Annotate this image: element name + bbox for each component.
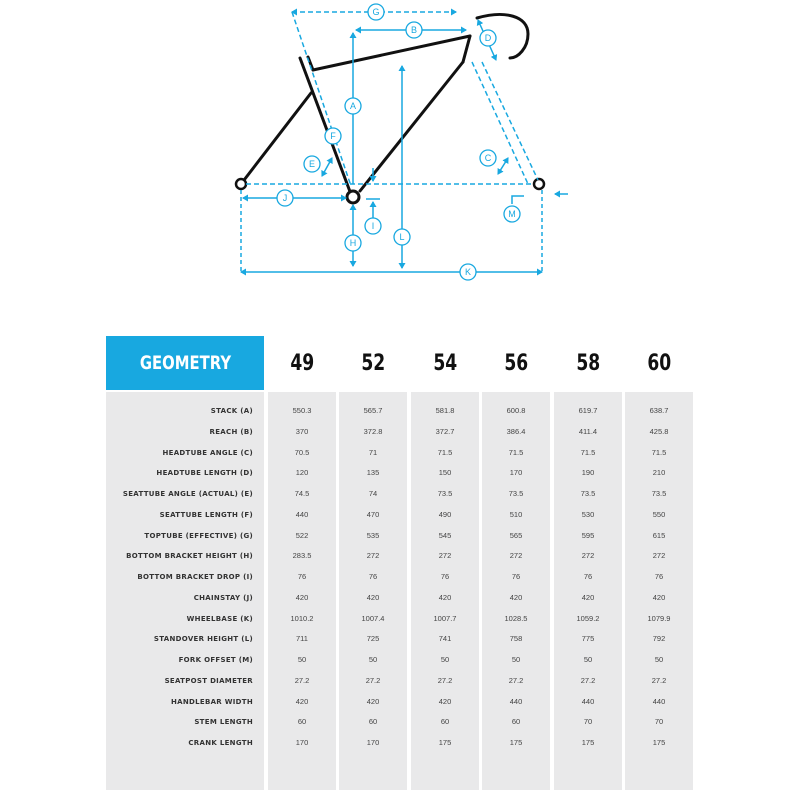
table-cell: 272	[509, 551, 523, 561]
table-cell: 27.2	[651, 675, 667, 685]
table-cell: 522	[295, 530, 309, 540]
table-cell: 73.5	[580, 489, 596, 498]
size-column	[268, 392, 336, 790]
table-cell: 73.5	[508, 489, 524, 498]
table-cell: 530	[581, 509, 595, 519]
label-f	[325, 128, 341, 144]
table-cell: 420	[652, 592, 666, 602]
table-cell: 175	[581, 738, 595, 747]
table-cell: 60	[511, 717, 521, 727]
table-cell: 386.4	[506, 426, 526, 436]
size-header	[625, 336, 693, 390]
row-label: WHEELBASE (K)	[186, 614, 253, 623]
row-label: SEATPOST DIAMETER	[164, 676, 253, 685]
size-header-label: 54	[433, 350, 457, 376]
label-j	[277, 190, 293, 206]
size-header	[339, 336, 407, 390]
bottom-bracket	[347, 191, 359, 203]
table-cell: 50	[368, 655, 378, 664]
table-cell: 1007.4	[361, 613, 385, 623]
size-header-label: 60	[647, 350, 671, 376]
size-header-label: 49	[290, 350, 314, 376]
table-cell: 741	[438, 634, 452, 644]
size-column	[482, 392, 550, 790]
table-cell: 775	[581, 634, 595, 644]
table-cell: 420	[438, 696, 452, 706]
table-cell: 70	[583, 717, 593, 727]
size-header	[268, 336, 336, 390]
size-header	[482, 336, 550, 390]
table-cell: 711	[296, 634, 308, 644]
table-cell: 565	[509, 530, 523, 540]
row-label: HANDLEBAR WIDTH	[170, 697, 253, 706]
table-cell: 565.7	[363, 406, 383, 415]
table-cell: 595	[581, 530, 595, 540]
row-label: STEM LENGTH	[194, 718, 253, 727]
table-cell: 71.5	[508, 447, 524, 457]
svg-text:I: I	[371, 221, 375, 231]
table-cell: 60	[297, 717, 307, 727]
size-header-label: 52	[361, 350, 385, 376]
table-cell: 272	[438, 551, 452, 561]
table-cell: 71.5	[437, 447, 453, 457]
geometry-title-text: GEOMETRY	[139, 352, 231, 374]
table-cell: 50	[297, 655, 307, 664]
table-cell: 1010.2	[290, 613, 314, 623]
svg-text:H: H	[349, 238, 357, 248]
label-c	[480, 150, 496, 166]
table-cell: 440	[295, 509, 309, 519]
table-cell: 272	[366, 551, 380, 561]
front-axle	[534, 179, 544, 189]
table-cell: 70.5	[294, 447, 310, 457]
table-cell: 27.2	[365, 675, 381, 685]
table-cell: 792	[652, 634, 666, 644]
svg-text:A: A	[349, 101, 357, 111]
table-cell: 170	[509, 468, 523, 478]
svg-text:K: K	[464, 267, 472, 277]
table-cell: 440	[581, 696, 595, 706]
svg-text:F: F	[330, 131, 336, 141]
table-cell: 50	[440, 655, 450, 664]
svg-text:G: G	[372, 7, 380, 17]
table-cell: 71.5	[651, 447, 667, 457]
size-header-label: 56	[504, 350, 528, 376]
table-cell: 440	[509, 696, 523, 706]
svg-text:M: M	[508, 209, 516, 219]
label-b	[406, 22, 422, 38]
row-label: STANDOVER HEIGHT (L)	[153, 635, 253, 644]
table-cell: 440	[652, 696, 666, 706]
table-cell: 76	[511, 572, 521, 581]
table-cell: 550	[652, 509, 666, 519]
table-cell: 420	[366, 696, 380, 706]
label-l	[394, 229, 410, 245]
table-cell: 420	[581, 592, 595, 602]
svg-text:L: L	[399, 232, 405, 242]
row-label: TOPTUBE (EFFECTIVE) (G)	[144, 531, 253, 540]
table-cell: 420	[509, 592, 523, 602]
table-cell: 619.7	[578, 406, 598, 415]
table-cell: 73.5	[651, 489, 667, 498]
table-cell: 420	[438, 592, 452, 602]
size-header-label: 58	[576, 350, 600, 376]
table-cell: 283.5	[292, 551, 312, 561]
table-cell: 1059.2	[576, 613, 600, 623]
table-cell: 581.8	[435, 406, 455, 415]
svg-text:B: B	[410, 25, 418, 35]
label-m	[504, 206, 520, 222]
table-cell: 135	[366, 468, 380, 478]
size-header	[411, 336, 479, 390]
table-cell: 545	[438, 530, 452, 540]
table-cell: 27.2	[437, 675, 453, 685]
row-label: STACK (A)	[210, 407, 253, 415]
label-h	[345, 235, 361, 251]
table-cell: 74.5	[294, 489, 310, 498]
table-cell: 120	[295, 468, 309, 478]
table-cell: 550.3	[292, 406, 312, 415]
table-cell: 175	[652, 738, 666, 747]
row-label: FORK OFFSET (M)	[178, 656, 253, 664]
rear-axle	[236, 179, 246, 189]
label-d	[480, 30, 496, 46]
table-cell: 535	[366, 530, 380, 540]
table-cell: 60	[368, 717, 378, 727]
table-cell: 490	[438, 509, 452, 519]
size-column	[339, 392, 407, 790]
row-label: BOTTOM BRACKET DROP (I)	[137, 573, 253, 581]
table-cell: 420	[295, 696, 309, 706]
size-header	[554, 336, 622, 390]
row-labels-column	[106, 392, 264, 790]
table-cell: 170	[366, 738, 380, 747]
table-cell: 1007.7	[433, 613, 457, 623]
label-e	[304, 156, 320, 172]
row-label: HEADTUBE LENGTH (D)	[156, 469, 253, 478]
svg-text:E: E	[308, 159, 316, 169]
table-cell: 76	[297, 572, 307, 581]
row-label: CHAINSTAY (J)	[193, 593, 253, 602]
label-k	[460, 264, 476, 280]
table-cell: 758	[509, 634, 523, 644]
svg-text:J: J	[282, 193, 288, 203]
table-cell: 725	[366, 634, 380, 644]
table-cell: 50	[654, 655, 664, 664]
table-cell: 370	[295, 426, 309, 436]
table-cell: 27.2	[580, 675, 596, 685]
table-cell: 150	[438, 468, 452, 478]
table-cell: 425.8	[649, 426, 669, 436]
table-cell: 27.2	[294, 675, 310, 685]
table-cell: 175	[509, 738, 523, 747]
geometry-title	[106, 336, 264, 390]
table-cell: 272	[652, 551, 666, 561]
table-cell: 71.5	[580, 447, 596, 457]
table-cell: 74	[368, 489, 378, 498]
label-g	[368, 4, 384, 20]
row-label: BOTTOM BRACKET HEIGHT (H)	[126, 552, 253, 561]
table-cell: 470	[366, 509, 380, 519]
table-cell: 372.8	[363, 426, 383, 436]
table-cell: 27.2	[508, 675, 524, 685]
size-column	[554, 392, 622, 790]
label-i	[365, 218, 381, 234]
table-cell: 420	[295, 592, 309, 602]
size-column	[625, 392, 693, 790]
svg-text:D: D	[484, 33, 492, 43]
table-cell: 50	[583, 655, 593, 664]
row-label: CRANK LENGTH	[188, 739, 253, 747]
table-cell: 60	[440, 717, 450, 727]
row-label: SEATTUBE ANGLE (ACTUAL) (E)	[122, 490, 253, 498]
table-cell: 615	[652, 530, 666, 540]
row-label: HEADTUBE ANGLE (C)	[162, 448, 253, 457]
table-cell: 175	[438, 738, 452, 747]
table-cell: 76	[583, 572, 593, 581]
row-label: REACH (B)	[209, 427, 253, 436]
table-cell: 76	[654, 572, 664, 581]
table-cell: 1079.9	[647, 613, 671, 623]
table-cell: 170	[295, 738, 309, 747]
table-cell: 1028.5	[504, 613, 528, 623]
table-cell: 600.8	[506, 406, 526, 415]
table-cell: 638.7	[649, 406, 669, 415]
table-cell: 272	[581, 551, 595, 561]
table-cell: 50	[511, 655, 521, 664]
table-cell: 71	[368, 447, 378, 457]
row-label: SEATTUBE LENGTH (F)	[159, 510, 253, 519]
frame-geometry-diagram	[0, 0, 800, 300]
table-cell: 420	[366, 592, 380, 602]
table-cell: 76	[368, 572, 378, 581]
table-cell: 411.4	[578, 426, 598, 436]
table-cell: 190	[581, 468, 595, 478]
table-cell: 372.7	[435, 426, 455, 436]
table-cell: 510	[509, 509, 523, 519]
size-column	[411, 392, 479, 790]
svg-text:C: C	[484, 153, 492, 163]
table-cell: 73.5	[437, 489, 453, 498]
label-a	[345, 98, 361, 114]
table-cell: 76	[440, 572, 450, 581]
table-cell: 70	[654, 717, 664, 727]
table-cell: 210	[652, 468, 666, 478]
